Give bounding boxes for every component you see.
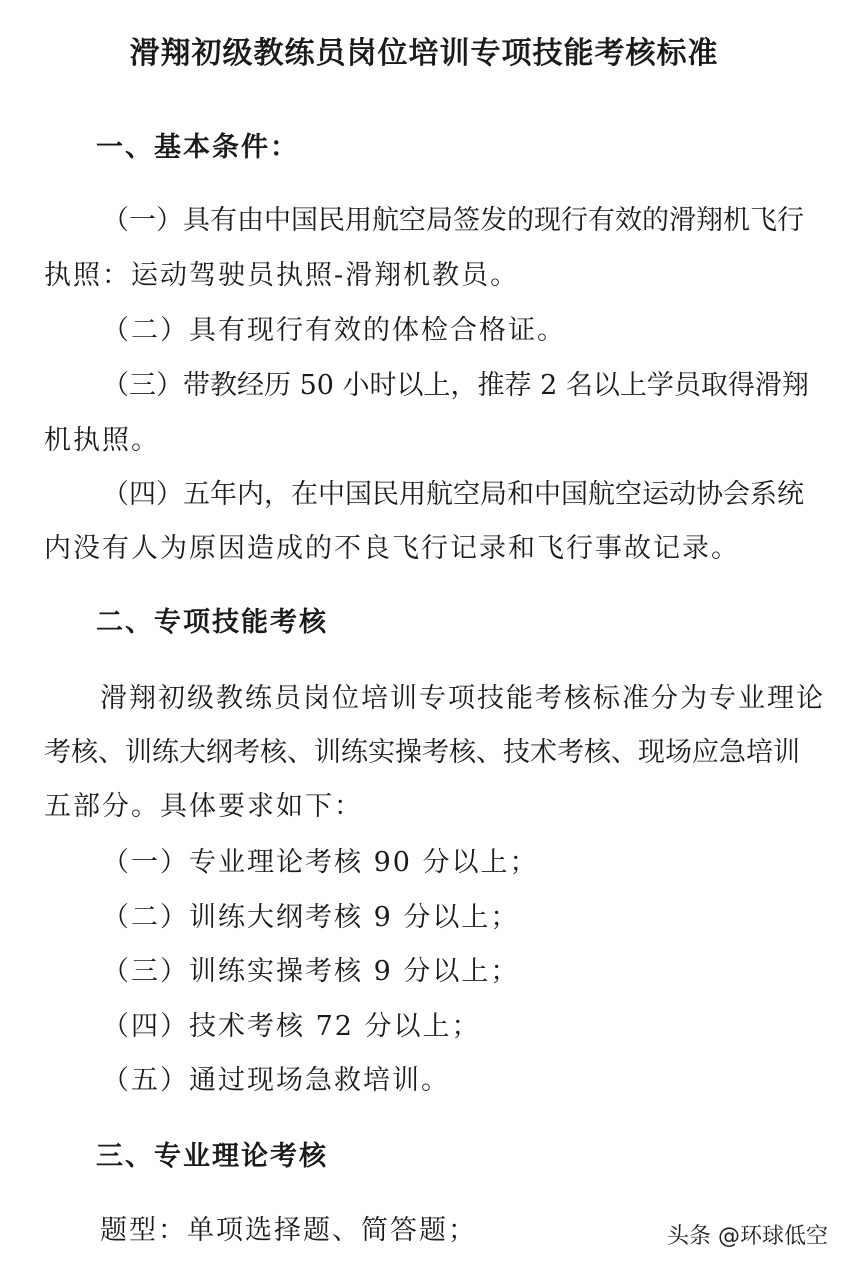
section2-intro-line3: 五部分。具体要求如下： bbox=[44, 791, 363, 822]
section2-item1: （一）专业理论考核 90 分以上； bbox=[102, 847, 539, 878]
section3-question-types: 题型：单项选择题、简答题； bbox=[100, 1215, 477, 1246]
section2-item2: （二）训练大纲考核 9 分以上； bbox=[102, 902, 520, 933]
section1-item4-line1: （四）五年内，在中国民用航空局和中国航空运动协会系统 bbox=[102, 479, 804, 510]
section1-item4-line2: 内没有人为原因造成的不良飞行记录和飞行事故记录。 bbox=[44, 533, 740, 564]
section2-item5: （五）通过现场急救培训。 bbox=[102, 1065, 450, 1096]
section2-item4: （四）技术考核 72 分以上； bbox=[102, 1011, 481, 1042]
section1-item1-line1: （一）具有由中国民用航空局签发的现行有效的滑翔机飞行 bbox=[102, 205, 804, 236]
section1-item1-line2: 执照：运动驾驶员执照-滑翔机教员。 bbox=[44, 260, 520, 291]
section2-heading: 二、专项技能考核 bbox=[96, 607, 328, 638]
section2-item3: （三）训练实操考核 9 分以上； bbox=[102, 956, 520, 987]
section1-item2: （二）具有现行有效的体检合格证。 bbox=[102, 315, 566, 346]
section2-intro-line1: 滑翔初级教练员岗位培训专项技能考核标准分为专业理论 bbox=[100, 683, 825, 714]
section1-item3-line1: （三）带教经历 50 小时以上，推荐 2 名以上学员取得滑翔 bbox=[102, 370, 809, 401]
section1-heading: 一、基本条件： bbox=[96, 132, 299, 163]
source-watermark: 头条 @环球低空 bbox=[667, 1224, 828, 1249]
document-title: 滑翔初级教练员岗位培训专项技能考核标准 bbox=[129, 36, 719, 71]
section1-item3-line2: 机执照。 bbox=[44, 425, 160, 456]
section3-heading: 三、专业理论考核 bbox=[96, 1141, 328, 1172]
section2-intro-line2: 考核、训练大纲考核、训练实操考核、技术考核、现场应急培训 bbox=[44, 737, 800, 768]
